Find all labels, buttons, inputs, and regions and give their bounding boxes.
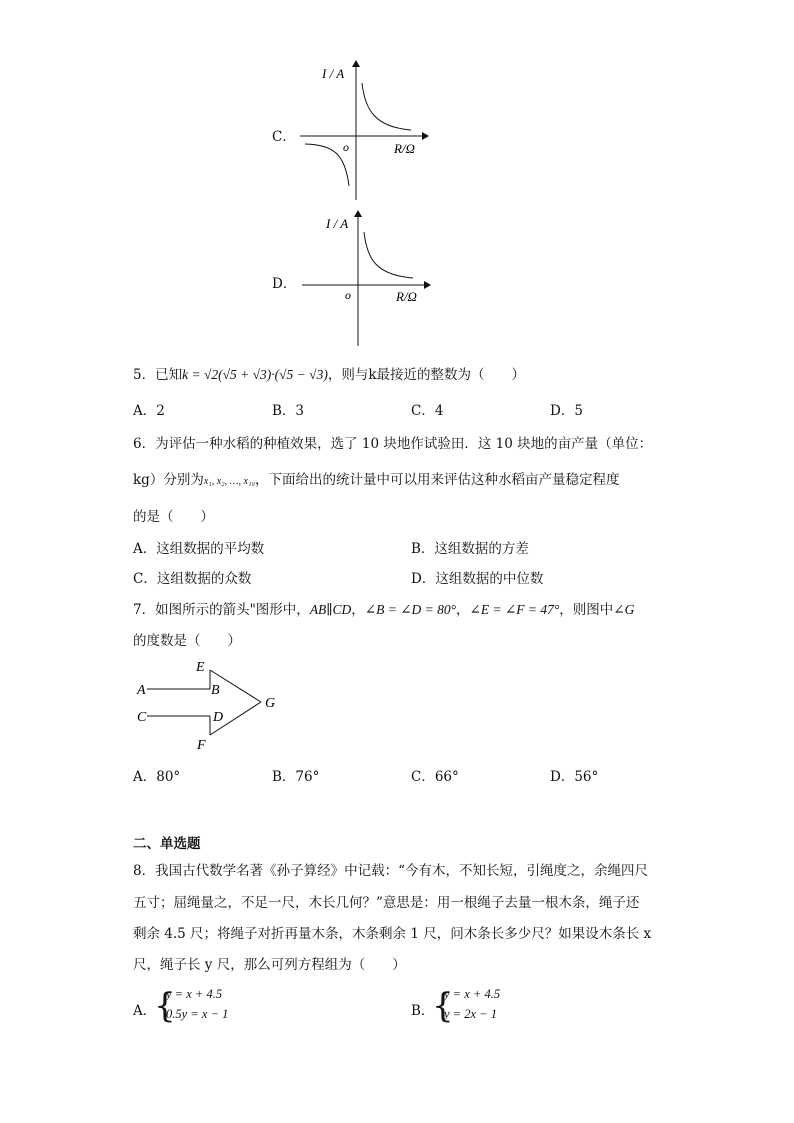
graph-d-curve — [364, 232, 413, 278]
q7-arrow-figure — [130, 655, 290, 755]
option-d-label: D． — [272, 276, 297, 292]
q6-line-2-end: ，下面给出的统计量中可以用来评估这种水稻亩产量稳定程度 — [254, 472, 620, 488]
point-d-label: D — [213, 710, 224, 725]
q8-line-4: 尺，绳子长 y 尺，那么可列方程组为（ ） — [133, 957, 406, 973]
q7-condition-angles-ef: ∠E = ∠F = 47° — [469, 602, 560, 617]
q8-option-b-eq2: y = 2x − 1 — [444, 1007, 497, 1021]
q8-option-a-label: A． — [133, 1003, 157, 1019]
q6-option-c[interactable]: C．这组数据的众数 — [133, 571, 252, 587]
q6-option-d[interactable]: D．这组数据的中位数 — [411, 571, 544, 587]
q6-line-3: 的是（ ） — [133, 509, 214, 525]
point-e-label: E — [196, 660, 205, 675]
q6-variables: x₁, x₂, …, x₁₀ — [203, 476, 255, 487]
q5-tail: ，则与k最接近的整数为（ ） — [327, 367, 526, 383]
graph-d-origin: o — [345, 288, 351, 302]
q7-condition-angles-bd: ∠B = ∠D = 80° — [364, 602, 457, 617]
q8-option-a-eq2: 0.5y = x − 1 — [166, 1007, 229, 1021]
q8-option-b-brace: { — [432, 986, 454, 1026]
q6-line-1: 6．为评估一种水稻的种植效果，选了 10 块地作试验田．这 10 块地的亩产量（单位： — [133, 436, 653, 452]
graph-c — [295, 55, 440, 205]
q7-condition-parallel: AB∥CD — [309, 602, 352, 617]
graph-c-x-label: R/Ω — [394, 141, 415, 156]
section-title: 二、单选题 — [133, 836, 201, 852]
q7-option-d[interactable]: D．56° — [550, 769, 599, 785]
q7-line-1 — [133, 598, 634, 618]
q7-line-1-start: 7．如图所示的箭头"图形中， — [133, 602, 310, 618]
q6-option-b[interactable]: B．这组数据的方差 — [411, 541, 529, 557]
q8-option-b-label: B． — [411, 1003, 435, 1019]
q6-line-2-start: kg）分别为 — [133, 472, 204, 488]
q5-formula: k = √2(√5 + √3)·(√5 − √3) — [182, 367, 328, 382]
q8-option-a-eq1: y = x + 4.5 — [166, 987, 223, 1001]
q8-line-2: 五寸；屈绳量之，不足一尺，木长几何？”意思是：用一根绳子去量一根木条，绳子还 — [133, 895, 640, 911]
graph-c-curve-right — [362, 83, 411, 130]
q8-option-b-eq1: y = x + 4.5 — [444, 987, 501, 1001]
q5-option-a[interactable]: A．2 — [133, 403, 165, 419]
point-g-label: G — [265, 696, 276, 711]
q7-line-2: 的度数是（ ） — [133, 633, 241, 649]
question-5 — [133, 363, 525, 383]
q8-line-1: 8．我国古代数学名著《孙子算经》中记载：“今有木，不知长短，引绳度之，余绳四尺 — [133, 863, 648, 879]
q6-line-2 — [133, 468, 619, 488]
q7-option-b[interactable]: B．76° — [272, 769, 320, 785]
q8-option-a-brace: { — [154, 986, 176, 1026]
graph-c-y-label: I / A — [322, 66, 345, 81]
graph-d-x-label: R/Ω — [396, 289, 417, 304]
q5-option-c[interactable]: C．4 — [411, 403, 444, 419]
q7-option-a[interactable]: A．80° — [133, 769, 181, 785]
q7-angle-g: ∠G — [613, 602, 635, 617]
point-c-label: C — [137, 710, 147, 725]
point-a-label: A — [137, 683, 146, 698]
q6-option-a[interactable]: A．这组数据的平均数 — [133, 541, 265, 557]
graph-c-origin: o — [343, 140, 349, 154]
q5-option-d[interactable]: D．5 — [550, 403, 583, 419]
graph-d-y-label: I / A — [326, 216, 349, 231]
option-c-label: C． — [272, 129, 296, 145]
q7-sep-2: ， — [456, 602, 470, 618]
q5-number: 5．已知 — [133, 367, 183, 383]
q7-sep-1: ， — [351, 602, 365, 618]
q8-line-3: 剩余 4.5 尺；将绳子对折再量木条，木条剩余 1 尺，问木条长多少尺？如果设木条长 x — [133, 926, 652, 942]
q5-option-b[interactable]: B．3 — [272, 403, 305, 419]
point-f-label: F — [197, 738, 206, 753]
graph-d — [295, 205, 440, 350]
point-b-label: B — [211, 683, 220, 698]
q7-option-c[interactable]: C．66° — [411, 769, 459, 785]
q7-line-1-end: ，则图中 — [559, 602, 614, 618]
